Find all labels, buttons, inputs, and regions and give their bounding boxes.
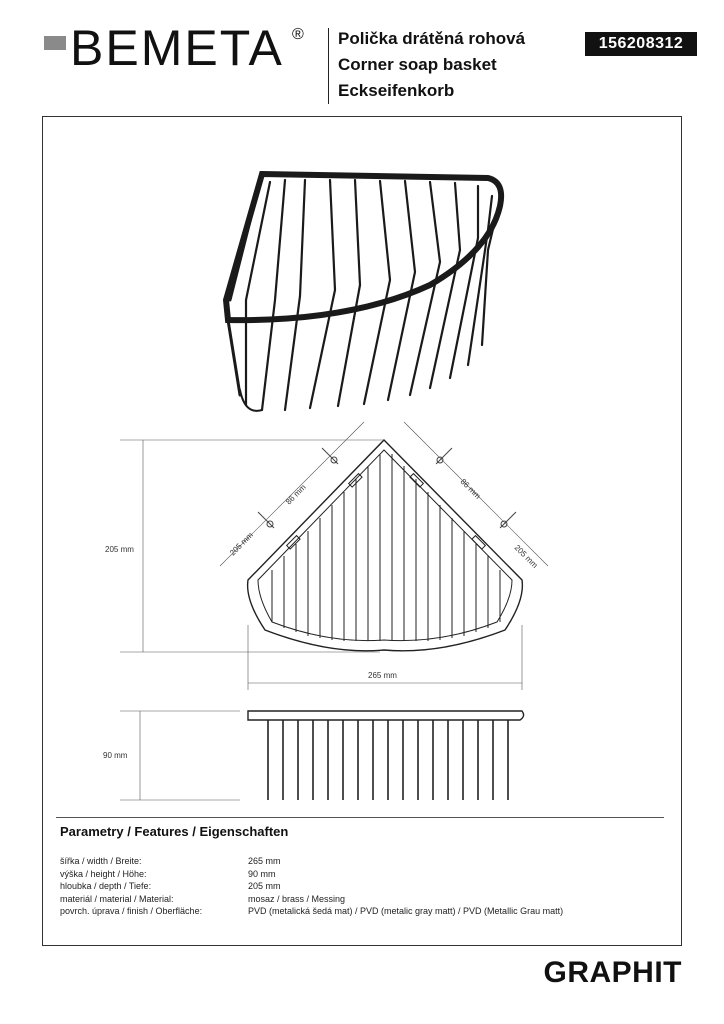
registered-mark: ® bbox=[292, 26, 304, 43]
spec-key: šířka / width / Breite: bbox=[60, 856, 142, 866]
spec-row bbox=[60, 868, 563, 881]
title-english: Corner soap basket bbox=[338, 55, 497, 74]
spec-row bbox=[60, 893, 563, 906]
dim-side-left-label: 205 mm bbox=[228, 530, 255, 558]
dim-fix-left-label: 86 mm bbox=[284, 482, 308, 507]
product-image bbox=[226, 174, 501, 411]
title-german: Eckseifenkorb bbox=[338, 81, 455, 100]
spec-value: 265 mm bbox=[248, 856, 281, 866]
dim-side-right-label: 205 mm bbox=[512, 543, 540, 570]
finish-name: GRAPHIT bbox=[543, 956, 682, 989]
spec-key: hloubka / depth / Tiefe: bbox=[60, 881, 152, 891]
spec-key: výška / height / Höhe: bbox=[60, 868, 147, 879]
dim-depth-label: 205 mm bbox=[105, 545, 134, 554]
spec-value: 205 mm bbox=[248, 881, 281, 891]
spec-key: materiál / material / Material: bbox=[60, 893, 174, 904]
dim-width-label: 265 mm bbox=[368, 671, 397, 680]
top-view bbox=[248, 440, 523, 651]
brand-name: BEMETA bbox=[70, 20, 284, 76]
spec-table bbox=[60, 855, 563, 918]
title-czech: Polička drátěná rohová bbox=[338, 29, 526, 48]
features-title: Parametry / Features / Eigenschaften bbox=[60, 824, 289, 839]
side-view bbox=[248, 711, 524, 800]
spec-row bbox=[60, 855, 563, 868]
product-code-badge: 156208312 bbox=[585, 32, 697, 56]
dimension-lines bbox=[120, 422, 548, 800]
spec-value: 90 mm bbox=[248, 868, 276, 879]
spec-value: mosaz / brass / Messing bbox=[248, 893, 346, 904]
spec-row bbox=[60, 905, 563, 918]
spec-value: PVD (metalická šedá mat) / PVD (metalic gray matt) / PVD (Metallic Grau matt) bbox=[248, 906, 564, 916]
spec-row bbox=[60, 880, 563, 893]
spec-key: povrch. úprava / finish / Oberfläche: bbox=[60, 906, 203, 916]
features-divider bbox=[56, 817, 664, 818]
dim-height-label: 90 mm bbox=[103, 751, 128, 760]
dim-fix-right-label: 86 mm bbox=[458, 477, 483, 501]
